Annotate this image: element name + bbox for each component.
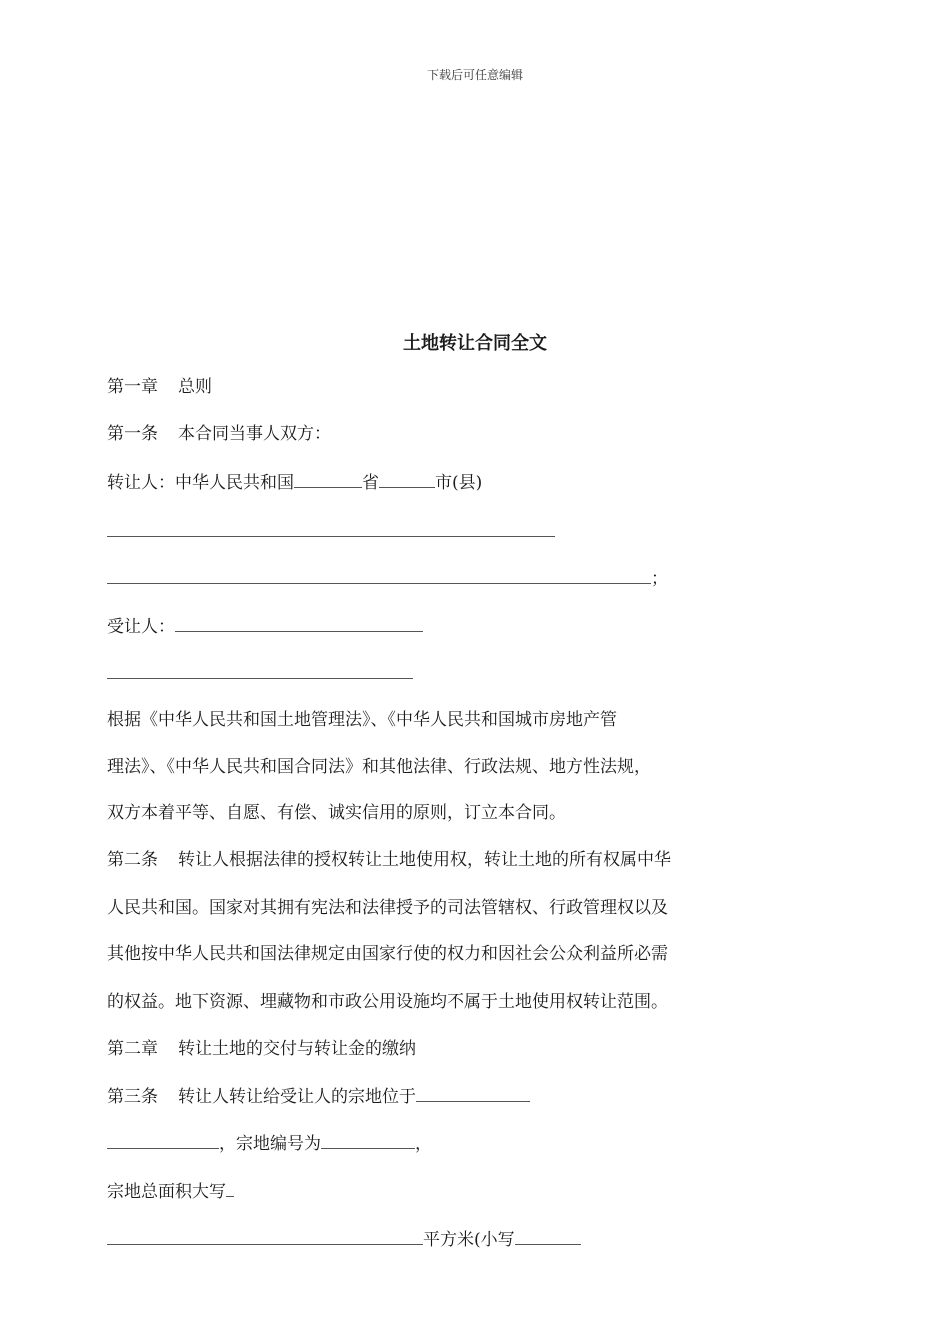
article-2-number: 第二条: [107, 850, 158, 870]
area-upper-blank: [226, 1180, 234, 1197]
transferee-blank: [175, 615, 423, 632]
transferee-blank-2: [107, 662, 413, 679]
article-2-text-1: 转让人根据法律的授权转让土地使用权，转让土地的所有权属中华: [178, 850, 671, 870]
address-blank-1: [107, 520, 555, 537]
chapter-2-number: 第二章: [107, 1039, 158, 1059]
transferee-label: 受让人：: [107, 617, 175, 637]
transferor-line: [107, 471, 482, 494]
province-blank: [294, 471, 362, 488]
chapter-2-heading: [107, 1038, 416, 1060]
chapter-1-number: 第一章: [107, 377, 158, 397]
article-3-line-4: [107, 1228, 581, 1251]
article-3-line-3: [107, 1180, 234, 1203]
chapter-1-name: 总则: [178, 377, 212, 397]
page-header-note: 下载后可任意编辑: [426, 68, 523, 82]
location-blank: [416, 1085, 530, 1102]
area-upper-label: 宗地总面积大写: [107, 1182, 226, 1202]
article-2-line-4: 的权益。地下资源、埋藏物和市政公用设施均不属于土地使用权转让范围。: [107, 992, 668, 1012]
area-lower-blank: [515, 1228, 581, 1245]
article-1: [107, 423, 331, 445]
location-blank-2: [107, 1132, 219, 1149]
transferor-address-line-1: [107, 520, 555, 543]
transferee-line-2: [107, 662, 413, 685]
basis-line-1: 根据《中华人民共和国土地管理法》、《中华人民共和国城市房地产管: [107, 710, 617, 730]
article-2-line-1: [107, 849, 671, 871]
basis-line-2: 理法》、《中华人民共和国合同法》和其他法律、行政法规、地方性法规，: [107, 757, 651, 777]
chapter-1-heading: [107, 376, 212, 398]
article-3-line-1: [107, 1085, 530, 1108]
transferee-line: [107, 615, 423, 638]
basis-line-3: 双方本着平等、自愿、有偿、诚实信用的原则，订立本合同。: [107, 803, 566, 823]
parcel-number-label: ，宗地编号为: [219, 1134, 321, 1154]
article-1-text: 本合同当事人双方：: [178, 424, 331, 444]
transferor-address-line-2: [107, 567, 668, 590]
article-1-number: 第一条: [107, 424, 158, 444]
article-3-text: 转让人转让给受让人的宗地位于: [178, 1087, 416, 1107]
chapter-2-name: 转让土地的交付与转让金的缴纳: [178, 1039, 416, 1059]
address-blank-2: [107, 567, 651, 584]
area-upper-blank-2: [107, 1228, 423, 1245]
parcel-number-blank: [321, 1132, 415, 1149]
article-2-line-3: 其他按中华人民共和国法律规定由国家行使的权力和因社会公众利益所必需: [107, 944, 668, 964]
article-3-line-2: [107, 1132, 432, 1155]
city-blank: [379, 471, 435, 488]
document-title: 土地转让合同全文: [403, 333, 547, 354]
article-3-number: 第三条: [107, 1087, 158, 1107]
address-semicolon: ；: [651, 569, 668, 589]
city-label: 市(县): [435, 473, 483, 493]
transferor-label: 转让人：中华人民共和国: [107, 473, 294, 493]
parcel-comma: ，: [415, 1134, 432, 1154]
article-2-line-2: 人民共和国。国家对其拥有宪法和法律授予的司法管辖权、行政管理权以及: [107, 898, 668, 918]
province-label: 省: [362, 473, 379, 493]
area-unit-label: 平方米(小写: [423, 1230, 515, 1250]
